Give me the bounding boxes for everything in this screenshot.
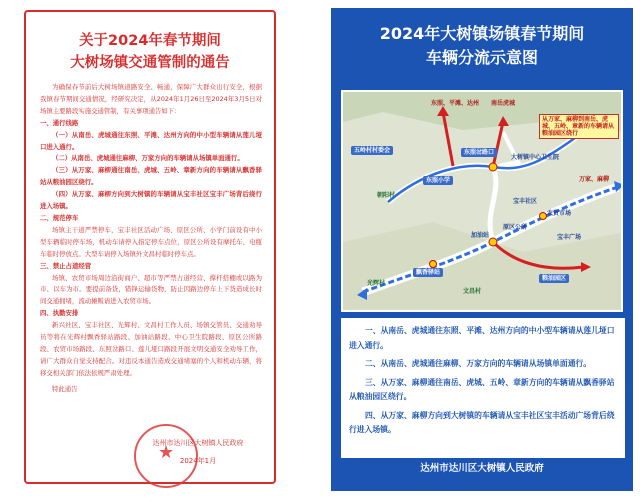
section-heading: 一、通行线路 [40,118,79,127]
map-label-to-dongzhao: 东照、平滩、达州 [431,100,480,107]
map-label-wenchang: 文昌村 [463,288,482,295]
map-footer: 达州市达川区大树镇人民政府 [420,463,544,474]
map-title-line1: 2024年大树镇场镇春节期间 [379,24,585,43]
map-label-piaoxiang: 飘香驿站 [413,268,443,277]
section-item: （四）从万家、麻柳方向到大树镇的车辆请从宝丰社区宝丰广场背后绕行进入场镇。 [40,190,262,211]
map-label-dongzhao-school: 东照小学 [423,176,453,185]
map-label-guanghui: 光辉村 [367,280,386,287]
notice-closing: 特此通告 [52,384,78,393]
section-item: 场镇、农贸市场周边沿街商户、超市等严禁占道经营、撑杆搭棚或以路为市、以车为市。要提前备货，错锋运输货物，防止因路边停车上下货造成长时间交通拥堵，流动摊贩请进入农贸市场。 [40,273,262,306]
connector-road [490,167,496,242]
map-label-to-wanjia: 万家、麻柳 [579,176,610,183]
map-label-to-nanyue: 南岳虎城 [491,100,516,107]
map-label-dongzhao-junction: 东照岔路口 [461,148,497,157]
route-line-red [493,122,503,167]
junction-marker [489,163,497,171]
notice-intro: 为确保春节前后大树场镇道路安全、畅通，保障广大群众出行安全，根据我镇春节期间交通情况，经研究决定，从2024年1月26日至2024年3月5日对场镇主要路段实施交通管制，有关事项通告如下： [40,83,262,115]
section-heading: 三、禁止占道经营 [40,261,92,270]
route-map [341,90,623,312]
map-label-hospital: 大树镇中心卫生院 [511,154,560,161]
map-label-chaoyang: 朝阳村 [377,192,396,199]
map-rule: 三、从万家、麻柳通往南岳、虎城、五岭、章新方向的车辆请从飘香驿站从粮油园区绕行。 [349,377,615,401]
section-item: 场镇主干道严禁停车，宝丰社区活动广场、原区公所、小学门前设有中小型车辆临时停车场，机动车请停入指定停车点位，原区公所设有摩托车、电瓶车临时停放点。大型车请停入场镇外文昌村临时停车点。 [40,225,262,258]
map-rule: 二、从南岳、虎城通往麻柳、万家方向的车辆请从场镇单面通行。 [365,359,592,368]
map-label-baofeng-community: 宝丰社区 [513,198,538,205]
junction-marker [489,238,497,246]
map-rule: 四、从万家、麻柳方向到大树镇的车辆请从宝丰社区宝丰活动广场背后绕行进入场镇。 [349,410,615,434]
section-item: 新兴社区、宝丰社区、光辉村、文昌村工作人员、场镇交管员、交通劝导员等将在光辉村飘香驿站路段、加油站路段、中心卫生院路段、原区公所路段、农贸市场路段、东照岔路口、莲儿垭口路段开展文明交通安全劝导工作，请广大群众自觉支持配合。对违反本通告造成交通堵塞的个人和机动车辆，将移交相关部门依法依规严肃处理。 [40,321,262,377]
notice-signature: 达州市达川区大树镇人民政府 [152,439,244,447]
seal-star-icon: ★ [158,442,175,463]
map-rules [341,318,625,458]
notice-title-line2: 大树场镇交通管制的通告 [70,55,230,71]
section-item: （三）从万家、麻柳通往南岳、虎城、五岭、章新方向的车辆请从飘香驿站从粮油园区绕行。 [40,166,262,187]
notice-title-line1: 关于2024年春节期间 [79,33,221,49]
map-title-line2: 车辆分流示意图 [425,48,538,67]
map-label-wuling: 五岭村村委会 [351,146,393,155]
map-label-gas-station: 加油站 [471,232,490,239]
section-heading: 四、执勤安排 [40,309,79,318]
map-label-grain-park: 粮油园区 [539,274,569,283]
section-item: （二）从南岳、虎城通往麻柳、万家方向的车辆请从场镇单面通行。 [52,154,244,163]
section-heading: 二、规范停车 [40,213,79,222]
map-label-baofeng-square: 宝丰广场 [557,234,582,241]
notice-title [30,30,270,74]
notice-date: 2024年1月 [179,457,217,465]
map-notice-box: 从万家、麻柳到南岳、虎城、五岭、章新的车辆请从粮油园区绕行 [539,114,619,139]
map-label-district-office: 原区公所 [503,224,528,231]
notice-signature-block [128,437,268,467]
route-line-blue [388,132,583,202]
map-panel [326,0,640,497]
map-title [331,22,633,70]
map-rule: 一、从南岳、虎城通往东照、平滩、达州方向的中小型车辆请从莲儿垭口进入通行。 [349,326,615,350]
junction-marker [540,213,547,220]
map-label-market: 农贸市场 [547,210,572,217]
section-item: （一）从南岳、虎城通往东照、平滩、达州方向的中小型车辆请从莲儿垭口进入通行。 [40,130,262,151]
junction-marker [430,261,437,268]
notice-body [40,82,262,396]
